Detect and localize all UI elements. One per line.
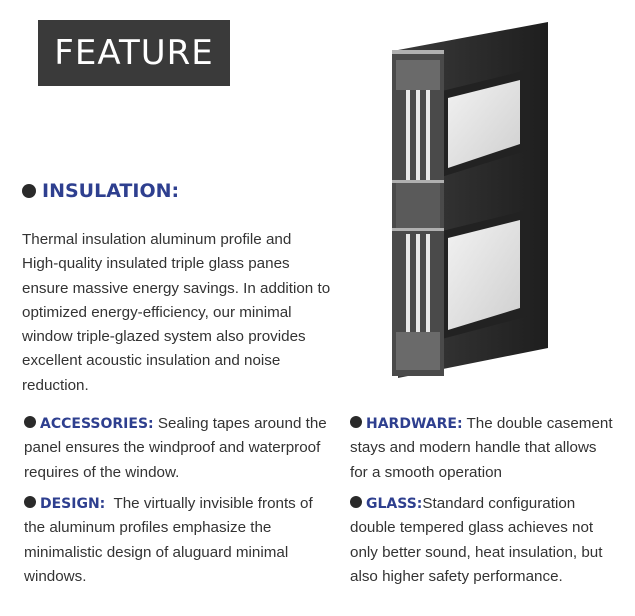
glass-section: [350, 492, 625, 589]
accessories-label: ACCESSORIES:: [40, 416, 154, 432]
insulation-heading: [22, 180, 179, 202]
insulation-line: reduction.: [22, 376, 89, 394]
insulation-line: High-quality insulated triple glass panes: [22, 255, 290, 273]
hardware-line: for a smooth operation: [350, 463, 502, 481]
insulation-title: INSULATION:: [42, 180, 180, 202]
hardware-line: The double casement: [462, 415, 613, 432]
feature-banner: [38, 20, 230, 86]
design-line: minimalistic design of aluguard minimal: [24, 543, 289, 561]
accessories-line: panel ensures the windproof and waterproof: [24, 439, 321, 457]
insulation-line: optimized energy-efficiency, our minimal: [22, 303, 292, 321]
banner-title: FEATURE: [54, 33, 214, 73]
bullet-icon: [350, 416, 362, 428]
accessories-line: requires of the window.: [24, 463, 180, 481]
hardware-line: stays and modern handle that allows: [350, 439, 597, 457]
bullet-icon: [350, 496, 362, 508]
hardware-section: [350, 412, 625, 485]
window-profile-image: [378, 20, 564, 378]
design-line: windows.: [24, 567, 87, 585]
design-line: The virtually invisible fronts of: [105, 495, 313, 512]
insulation-line: ensure massive energy savings. In addition to: [22, 279, 331, 297]
design-section: [24, 492, 334, 589]
glass-label: GLASS:: [366, 496, 423, 512]
insulation-line: window triple-glazed system also provides: [22, 328, 306, 346]
bullet-icon: [22, 184, 36, 198]
glass-line: double tempered glass achieves not: [350, 519, 594, 537]
bullet-icon: [24, 416, 36, 428]
bullet-icon: [24, 496, 36, 508]
glass-line: Standard configuration: [422, 495, 576, 512]
design-line: the aluminum profiles emphasize the: [24, 519, 272, 537]
accessories-section: [24, 412, 344, 485]
hardware-label: HARDWARE:: [366, 416, 463, 432]
insulation-description: [22, 228, 352, 398]
accessories-line: Sealing tapes around the: [153, 415, 327, 432]
design-label: DESIGN:: [40, 496, 106, 512]
insulation-line: excellent acoustic insulation and noise: [22, 352, 281, 370]
glass-line: also higher safety performance.: [350, 567, 563, 585]
insulation-line: Thermal insulation aluminum profile and: [22, 231, 292, 248]
glass-line: only better sound, heat insulation, but: [350, 543, 603, 561]
